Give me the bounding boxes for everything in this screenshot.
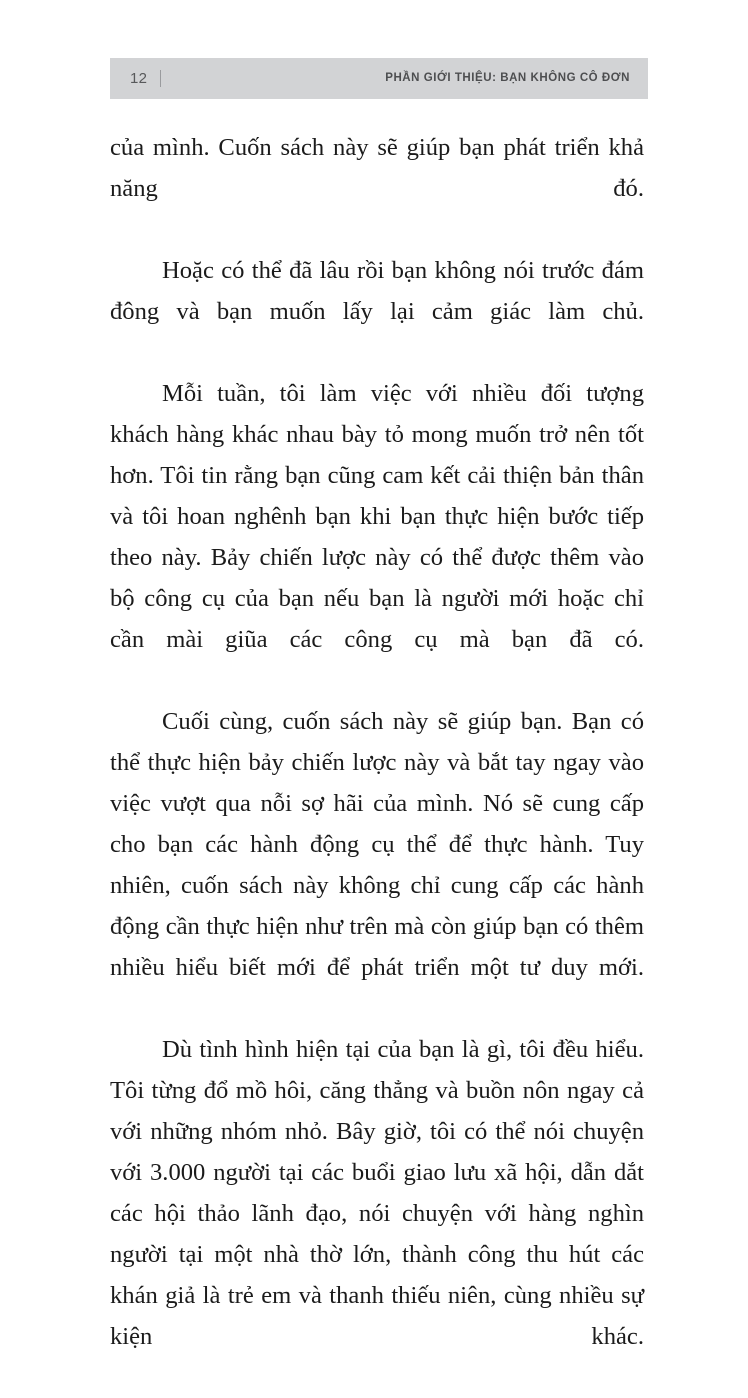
page-number: 12	[130, 70, 148, 87]
paragraph: Hoặc có thể đã lâu rồi bạn không nói trước đám đông và bạn muốn lấy lại cảm giác làm chủ.	[110, 257, 644, 325]
running-header-band	[110, 58, 648, 99]
paragraph: Mỗi tuần, tôi làm việc với nhiều đối tượng khách hàng khác nhau bày tỏ mong muốn trở nên tốt hơn. Tôi tin rằng bạn cũng cam kết cải thiện bản thân và tôi hoan nghênh bạn khi bạn thực hiện bước tiếp theo này. Bảy chiến lược này có thể được thêm vào bộ công cụ của bạn nếu bạn là người mới hoặc chỉ cần mài giũa các công cụ mà bạn đã có.	[110, 380, 644, 653]
paragraph: Dù tình hình hiện tại của bạn là gì, tôi đều hiểu. Tôi từng đổ mồ hôi, căng thẳng và buồn nôn ngay cả với những nhóm nhỏ. Bây giờ, tôi có thể nói chuyện với 3.000 người tại các buổi giao lưu xã hội, dẫn dắt các hội thảo lãnh đạo, nói chuyện với hàng nghìn người tại một nhà thờ lớn, thành công thu hút các khán giả là trẻ em và thanh thiếu niên, cùng nhiều sự kiện khác.	[110, 1036, 644, 1350]
paragraph: Cuối cùng, cuốn sách này sẽ giúp bạn. Bạn có thể thực hiện bảy chiến lược này và bắt tay ngay vào việc vượt qua nỗi sợ hãi của mình. Nó sẽ cung cấp cho bạn các hành động cụ thể để thực hành. Tuy nhiên, cuốn sách này không chỉ cung cấp các hành động cần thực hiện như trên mà còn giúp bạn có thêm nhiều hiểu biết mới để phát triển một tư duy mới.	[110, 708, 644, 981]
paragraph: của mình. Cuốn sách này sẽ giúp bạn phát triển khả năng đó.	[110, 134, 644, 202]
folio-separator-rule	[160, 70, 161, 87]
body-text-column	[110, 127, 644, 1398]
running-head-title: PHẦN GIỚI THIỆU: BẠN KHÔNG CÔ ĐƠN	[385, 71, 630, 84]
